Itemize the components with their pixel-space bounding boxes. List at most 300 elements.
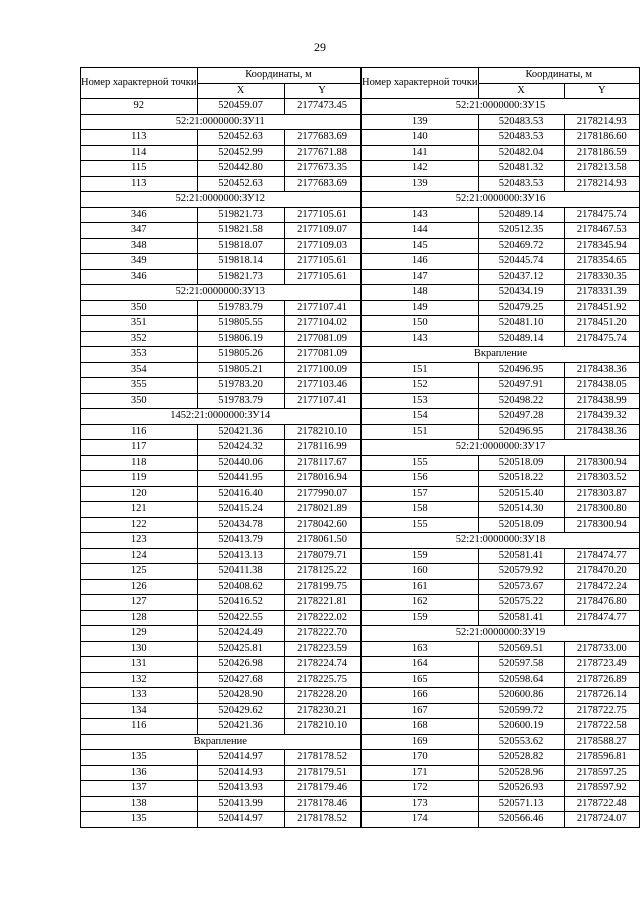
table-row — [362, 502, 640, 518]
table-row — [81, 750, 361, 766]
point-number-cell: 172 — [362, 781, 479, 797]
point-number-cell: 151 — [362, 424, 479, 440]
table-row — [81, 641, 361, 657]
x-coordinate-cell: 520422.55 — [197, 610, 284, 626]
coordinates-table-left — [80, 67, 361, 828]
table-row — [362, 471, 640, 487]
point-number-cell: 121 — [81, 502, 198, 518]
point-number-cell: 347 — [81, 223, 198, 239]
point-number-cell: 156 — [362, 471, 479, 487]
point-number-cell: 154 — [362, 409, 479, 425]
table-row — [81, 145, 361, 161]
point-number-cell: 128 — [81, 610, 198, 626]
point-number-cell: 173 — [362, 796, 479, 812]
section-row — [81, 114, 361, 130]
point-number-cell: 144 — [362, 223, 479, 239]
table-row — [362, 300, 640, 316]
y-coordinate-cell: 2178451.20 — [564, 316, 639, 332]
section-row — [81, 734, 361, 750]
y-coordinate-cell: 2178439.32 — [564, 409, 639, 425]
point-number-cell: 169 — [362, 734, 479, 750]
x-coordinate-cell: 520414.97 — [197, 812, 284, 828]
y-coordinate-cell: 2177683.69 — [284, 176, 360, 192]
y-coordinate-cell: 2178726.14 — [564, 688, 639, 704]
x-coordinate-cell: 520597.58 — [478, 657, 564, 673]
y-coordinate-cell: 2178475.74 — [564, 331, 639, 347]
y-coordinate-cell: 2177109.07 — [284, 223, 360, 239]
section-row — [362, 533, 640, 549]
coordinates-table-right — [361, 67, 640, 828]
x-coordinate-cell: 519821.73 — [197, 269, 284, 285]
section-row — [362, 440, 640, 456]
table-row — [362, 130, 640, 146]
table-row — [81, 300, 361, 316]
y-coordinate-cell: 2178596.81 — [564, 750, 639, 766]
table-row — [362, 812, 640, 828]
y-coordinate-cell: 2178733.00 — [564, 641, 639, 657]
table-row — [362, 734, 640, 750]
y-coordinate-cell: 2178210.10 — [284, 719, 360, 735]
x-coordinate-cell: 520413.13 — [197, 548, 284, 564]
table-row — [362, 796, 640, 812]
y-coordinate-cell: 2178061.50 — [284, 533, 360, 549]
point-number-cell: 134 — [81, 703, 198, 719]
table-row — [81, 486, 361, 502]
y-coordinate-cell: 2177100.09 — [284, 362, 360, 378]
table-row — [81, 440, 361, 456]
y-coordinate-cell: 2177107.41 — [284, 300, 360, 316]
table-row — [362, 486, 640, 502]
table-row — [81, 176, 361, 192]
point-number-cell: 126 — [81, 579, 198, 595]
point-number-cell: 349 — [81, 254, 198, 270]
point-number-cell: 166 — [362, 688, 479, 704]
point-number-cell: 142 — [362, 161, 479, 177]
table-row — [81, 502, 361, 518]
table-row — [81, 238, 361, 254]
header-y: Y — [284, 83, 360, 99]
y-coordinate-cell: 2178345.94 — [564, 238, 639, 254]
table-row — [81, 207, 361, 223]
y-coordinate-cell: 2177990.07 — [284, 486, 360, 502]
point-number-cell: 151 — [362, 362, 479, 378]
point-number-cell: 137 — [81, 781, 198, 797]
point-number-cell: 116 — [81, 719, 198, 735]
table-row — [362, 362, 640, 378]
table-row — [81, 626, 361, 642]
table-row — [81, 362, 361, 378]
table-row — [81, 99, 361, 115]
table-row — [362, 517, 640, 533]
y-coordinate-cell: 2178228.20 — [284, 688, 360, 704]
table-row — [81, 657, 361, 673]
point-number-cell: 125 — [81, 564, 198, 580]
table-row — [81, 161, 361, 177]
table-row — [362, 641, 640, 657]
point-number-cell: 157 — [362, 486, 479, 502]
x-coordinate-cell: 520459.07 — [197, 99, 284, 115]
y-coordinate-cell: 2178222.02 — [284, 610, 360, 626]
point-number-cell: 354 — [81, 362, 198, 378]
table-row — [81, 130, 361, 146]
point-number-cell: 135 — [81, 750, 198, 766]
x-coordinate-cell: 520496.95 — [478, 362, 564, 378]
y-coordinate-cell: 2178467.53 — [564, 223, 639, 239]
x-coordinate-cell: 520566.46 — [478, 812, 564, 828]
point-number-cell: 138 — [81, 796, 198, 812]
y-coordinate-cell: 2178726.89 — [564, 672, 639, 688]
x-coordinate-cell: 520469.72 — [478, 238, 564, 254]
table-row — [362, 657, 640, 673]
x-coordinate-cell: 520569.51 — [478, 641, 564, 657]
y-coordinate-cell: 2177105.61 — [284, 207, 360, 223]
point-number-cell: 155 — [362, 517, 479, 533]
x-coordinate-cell: 520571.13 — [478, 796, 564, 812]
table-row — [81, 564, 361, 580]
x-coordinate-cell: 520483.53 — [478, 114, 564, 130]
table-row — [81, 223, 361, 239]
y-coordinate-cell: 2178722.48 — [564, 796, 639, 812]
y-coordinate-cell: 2178331.39 — [564, 285, 639, 301]
section-title: 52:21:0000000:ЗУ17 — [362, 440, 640, 456]
x-coordinate-cell: 520408.62 — [197, 579, 284, 595]
point-number-cell: 346 — [81, 207, 198, 223]
y-coordinate-cell: 2178724.07 — [564, 812, 639, 828]
section-title: 52:21:0000000:ЗУ11 — [81, 114, 361, 130]
point-number-cell: 135 — [81, 812, 198, 828]
x-coordinate-cell: 520528.82 — [478, 750, 564, 766]
table-row — [362, 765, 640, 781]
y-coordinate-cell: 2178472.24 — [564, 579, 639, 595]
point-number-cell: 143 — [362, 207, 479, 223]
table-row — [362, 719, 640, 735]
table-row — [81, 765, 361, 781]
table-row — [81, 579, 361, 595]
header-y: Y — [564, 83, 639, 99]
x-coordinate-cell: 520573.67 — [478, 579, 564, 595]
point-number-cell: 147 — [362, 269, 479, 285]
section-title: 52:21:0000000:ЗУ13 — [81, 285, 361, 301]
point-number-cell: 113 — [81, 130, 198, 146]
y-coordinate-cell: 2177673.35 — [284, 161, 360, 177]
point-number-cell: 127 — [81, 595, 198, 611]
x-coordinate-cell: 520425.81 — [197, 641, 284, 657]
point-number-cell: 148 — [362, 285, 479, 301]
x-coordinate-cell: 520416.52 — [197, 595, 284, 611]
y-coordinate-cell: 2178178.46 — [284, 796, 360, 812]
x-coordinate-cell: 519821.58 — [197, 223, 284, 239]
x-coordinate-cell: 520575.22 — [478, 595, 564, 611]
table-row — [81, 378, 361, 394]
table-row — [81, 347, 361, 363]
table-row — [362, 223, 640, 239]
x-coordinate-cell: 520421.36 — [197, 719, 284, 735]
page-number: 29 — [314, 40, 326, 54]
x-coordinate-cell: 519783.20 — [197, 378, 284, 394]
x-coordinate-cell: 520528.96 — [478, 765, 564, 781]
header-point-number: Номер характерной точки — [362, 68, 479, 99]
x-coordinate-cell: 520526.93 — [478, 781, 564, 797]
point-number-cell: 163 — [362, 641, 479, 657]
y-coordinate-cell: 2178222.70 — [284, 626, 360, 642]
point-number-cell: 133 — [81, 688, 198, 704]
y-coordinate-cell: 2178225.75 — [284, 672, 360, 688]
y-coordinate-cell: 2177109.03 — [284, 238, 360, 254]
header-x: X — [478, 83, 564, 99]
table-row — [362, 703, 640, 719]
table-row — [81, 316, 361, 332]
x-coordinate-cell: 519805.55 — [197, 316, 284, 332]
table-row — [362, 331, 640, 347]
point-number-cell: 130 — [81, 641, 198, 657]
x-coordinate-cell: 520483.53 — [478, 130, 564, 146]
x-coordinate-cell: 520515.40 — [478, 486, 564, 502]
y-coordinate-cell: 2177107.41 — [284, 393, 360, 409]
x-coordinate-cell: 520497.28 — [478, 409, 564, 425]
y-coordinate-cell: 2177105.61 — [284, 254, 360, 270]
point-number-cell: 165 — [362, 672, 479, 688]
x-coordinate-cell: 520518.09 — [478, 517, 564, 533]
x-coordinate-cell: 520414.93 — [197, 765, 284, 781]
table-row — [81, 688, 361, 704]
x-coordinate-cell: 520434.19 — [478, 285, 564, 301]
y-coordinate-cell: 2178223.59 — [284, 641, 360, 657]
y-coordinate-cell: 2178300.94 — [564, 517, 639, 533]
table-row — [362, 145, 640, 161]
section-row — [81, 409, 361, 425]
table-row — [362, 424, 640, 440]
point-number-cell: 355 — [81, 378, 198, 394]
section-row — [362, 347, 640, 363]
x-coordinate-cell: 520518.09 — [478, 455, 564, 471]
table-row — [81, 719, 361, 735]
table-row — [81, 610, 361, 626]
x-coordinate-cell: 520600.19 — [478, 719, 564, 735]
table-row — [81, 471, 361, 487]
x-coordinate-cell: 520424.32 — [197, 440, 284, 456]
x-coordinate-cell: 520441.95 — [197, 471, 284, 487]
header-coordinates: Координаты, м — [478, 68, 640, 84]
point-number-cell: 123 — [81, 533, 198, 549]
point-number-cell: 114 — [81, 145, 198, 161]
x-coordinate-cell: 519783.79 — [197, 393, 284, 409]
point-number-cell: 350 — [81, 300, 198, 316]
point-number-cell: 352 — [81, 331, 198, 347]
point-number-cell: 117 — [81, 440, 198, 456]
section-row — [81, 285, 361, 301]
x-coordinate-cell: 519821.73 — [197, 207, 284, 223]
point-number-cell: 153 — [362, 393, 479, 409]
table-row — [362, 564, 640, 580]
y-coordinate-cell: 2178438.05 — [564, 378, 639, 394]
point-number-cell: 115 — [81, 161, 198, 177]
x-coordinate-cell: 520452.99 — [197, 145, 284, 161]
table-row — [362, 548, 640, 564]
y-coordinate-cell: 2178475.74 — [564, 207, 639, 223]
y-coordinate-cell: 2177081.09 — [284, 331, 360, 347]
x-coordinate-cell: 520581.41 — [478, 610, 564, 626]
y-coordinate-cell: 2178476.80 — [564, 595, 639, 611]
table-row — [81, 781, 361, 797]
section-row — [362, 626, 640, 642]
y-coordinate-cell: 2178451.92 — [564, 300, 639, 316]
point-number-cell: 162 — [362, 595, 479, 611]
point-number-cell: 139 — [362, 114, 479, 130]
point-number-cell: 131 — [81, 657, 198, 673]
x-coordinate-cell: 520514.30 — [478, 502, 564, 518]
x-coordinate-cell: 519818.14 — [197, 254, 284, 270]
y-coordinate-cell: 2178125.22 — [284, 564, 360, 580]
y-coordinate-cell: 2177105.61 — [284, 269, 360, 285]
point-number-cell: 118 — [81, 455, 198, 471]
point-number-cell: 160 — [362, 564, 479, 580]
x-coordinate-cell: 520424.49 — [197, 626, 284, 642]
y-coordinate-cell: 2178722.75 — [564, 703, 639, 719]
header-x: X — [197, 83, 284, 99]
point-number-cell: 152 — [362, 378, 479, 394]
x-coordinate-cell: 520483.53 — [478, 176, 564, 192]
y-coordinate-cell: 2177683.69 — [284, 130, 360, 146]
table-row — [362, 610, 640, 626]
table-row — [362, 176, 640, 192]
section-title: 52:21:0000000:ЗУ19 — [362, 626, 640, 642]
table-row — [362, 207, 640, 223]
point-number-cell: 171 — [362, 765, 479, 781]
table-row — [362, 285, 640, 301]
y-coordinate-cell: 2178300.94 — [564, 455, 639, 471]
y-coordinate-cell: 2178474.77 — [564, 610, 639, 626]
x-coordinate-cell: 520421.36 — [197, 424, 284, 440]
y-coordinate-cell: 2178021.89 — [284, 502, 360, 518]
y-coordinate-cell: 2178597.25 — [564, 765, 639, 781]
table-row — [81, 269, 361, 285]
point-number-cell: 116 — [81, 424, 198, 440]
point-number-cell: 129 — [81, 626, 198, 642]
table-row — [81, 254, 361, 270]
point-number-cell: 158 — [362, 502, 479, 518]
point-number-cell: 113 — [81, 176, 198, 192]
section-title: 52:21:0000000:ЗУ12 — [81, 192, 361, 208]
y-coordinate-cell: 2178214.93 — [564, 114, 639, 130]
point-number-cell: 164 — [362, 657, 479, 673]
x-coordinate-cell: 520599.72 — [478, 703, 564, 719]
y-coordinate-cell: 2178178.52 — [284, 812, 360, 828]
x-coordinate-cell: 520452.63 — [197, 130, 284, 146]
y-coordinate-cell: 2178588.27 — [564, 734, 639, 750]
point-number-cell: 150 — [362, 316, 479, 332]
x-coordinate-cell: 519805.21 — [197, 362, 284, 378]
y-coordinate-cell: 2178117.67 — [284, 455, 360, 471]
section-title: 52:21:0000000:ЗУ16 — [362, 192, 640, 208]
y-coordinate-cell: 2178199.75 — [284, 579, 360, 595]
x-coordinate-cell: 520428.90 — [197, 688, 284, 704]
x-coordinate-cell: 520452.63 — [197, 176, 284, 192]
y-coordinate-cell: 2178210.10 — [284, 424, 360, 440]
y-coordinate-cell: 2178474.77 — [564, 548, 639, 564]
table-row — [362, 455, 640, 471]
point-number-cell: 132 — [81, 672, 198, 688]
table-row — [362, 393, 640, 409]
point-number-cell: 351 — [81, 316, 198, 332]
section-row — [81, 192, 361, 208]
section-row — [362, 192, 640, 208]
section-title: 52:21:0000000:ЗУ15 — [362, 99, 640, 115]
y-coordinate-cell: 2178221.81 — [284, 595, 360, 611]
table-row — [81, 595, 361, 611]
table-row — [362, 781, 640, 797]
y-coordinate-cell: 2177671.88 — [284, 145, 360, 161]
y-coordinate-cell: 2178079.71 — [284, 548, 360, 564]
point-number-cell: 140 — [362, 130, 479, 146]
table-row — [81, 548, 361, 564]
section-title: 1452:21:0000000:ЗУ14 — [81, 409, 361, 425]
point-number-cell: 350 — [81, 393, 198, 409]
point-number-cell: 141 — [362, 145, 479, 161]
table-row — [81, 703, 361, 719]
x-coordinate-cell: 520600.86 — [478, 688, 564, 704]
y-coordinate-cell: 2178179.46 — [284, 781, 360, 797]
y-coordinate-cell: 2178303.87 — [564, 486, 639, 502]
point-number-cell: 120 — [81, 486, 198, 502]
y-coordinate-cell: 2178438.99 — [564, 393, 639, 409]
x-coordinate-cell: 519783.79 — [197, 300, 284, 316]
table-row — [81, 455, 361, 471]
x-coordinate-cell: 520489.14 — [478, 207, 564, 223]
y-coordinate-cell: 2178224.74 — [284, 657, 360, 673]
y-coordinate-cell: 2178354.65 — [564, 254, 639, 270]
table-row — [362, 254, 640, 270]
y-coordinate-cell: 2178300.80 — [564, 502, 639, 518]
x-coordinate-cell: 520553.62 — [478, 734, 564, 750]
x-coordinate-cell: 520479.25 — [478, 300, 564, 316]
table-row — [81, 672, 361, 688]
x-coordinate-cell: 520434.78 — [197, 517, 284, 533]
table-row — [81, 796, 361, 812]
x-coordinate-cell: 519818.07 — [197, 238, 284, 254]
y-coordinate-cell: 2177104.02 — [284, 316, 360, 332]
table-row — [81, 331, 361, 347]
table-row — [81, 533, 361, 549]
table-row — [362, 595, 640, 611]
x-coordinate-cell: 520413.93 — [197, 781, 284, 797]
y-coordinate-cell: 2178186.59 — [564, 145, 639, 161]
table-row — [81, 424, 361, 440]
point-number-cell: 159 — [362, 610, 479, 626]
point-number-cell: 92 — [81, 99, 198, 115]
y-coordinate-cell: 2178470.20 — [564, 564, 639, 580]
y-coordinate-cell: 2178438.36 — [564, 424, 639, 440]
x-coordinate-cell: 520489.14 — [478, 331, 564, 347]
x-coordinate-cell: 520498.22 — [478, 393, 564, 409]
point-number-cell: 136 — [81, 765, 198, 781]
header-coordinates: Координаты, м — [197, 68, 360, 84]
y-coordinate-cell: 2178303.52 — [564, 471, 639, 487]
table-row — [362, 378, 640, 394]
point-number-cell: 353 — [81, 347, 198, 363]
x-coordinate-cell: 520426.98 — [197, 657, 284, 673]
y-coordinate-cell: 2178438.36 — [564, 362, 639, 378]
point-number-cell: 122 — [81, 517, 198, 533]
y-coordinate-cell: 2178214.93 — [564, 176, 639, 192]
x-coordinate-cell: 520429.62 — [197, 703, 284, 719]
header-point-number: Номер характерной точки — [81, 68, 198, 99]
point-number-cell: 346 — [81, 269, 198, 285]
point-number-cell: 155 — [362, 455, 479, 471]
section-row — [362, 99, 640, 115]
x-coordinate-cell: 520414.97 — [197, 750, 284, 766]
y-coordinate-cell: 2178186.60 — [564, 130, 639, 146]
table-row — [362, 161, 640, 177]
